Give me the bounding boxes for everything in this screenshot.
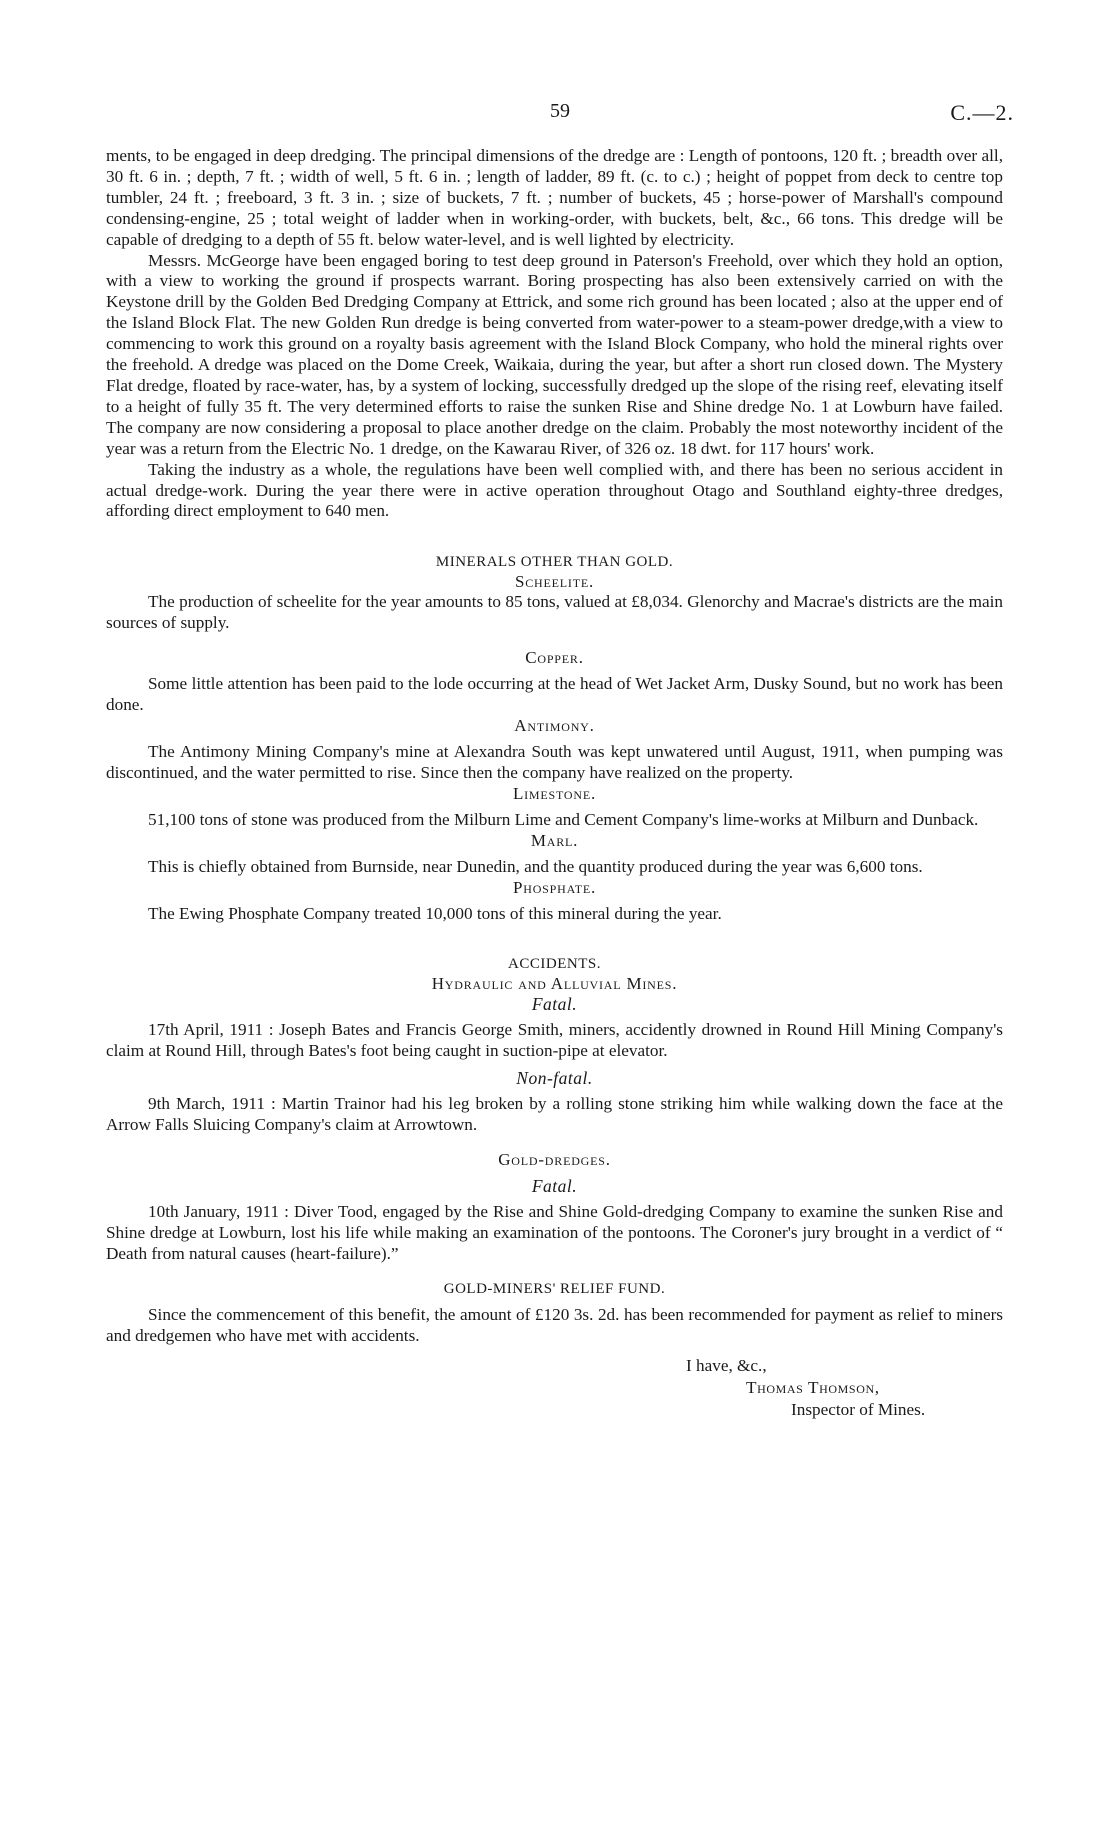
- paragraph-non-fatal-accident: 9th March, 1911 : Martin Trainor had his leg broken by a rolling stone striking him while walking down the face at the Arrow Falls Sluicing Company's claim at Arrowtown.: [106, 1094, 1003, 1135]
- signoff-greeting: I have, &c.,: [686, 1355, 767, 1375]
- subheading-antimony: Antimony.: [514, 715, 595, 735]
- paragraph-relief-fund: Since the commencement of this benefit, the amount of £120 3s. 2d. has been recommended for payment as relief to miners and dredgemen who have met with accidents.: [106, 1304, 1003, 1345]
- subheading-dredges-fatal: Fatal.: [531, 1176, 578, 1197]
- paragraph-industry-summary: Taking the industry as a whole, the regulations have been well complied with, and there has been no serious accident in actual dredge-work. During the year there were in active operation throughout Otago and Southland eighty-three dredges, affording direct employment to 640 men.: [106, 459, 1003, 521]
- paragraph-limestone: 51,100 tons of stone was produced from the Milburn Lime and Cement Company's lime-works at Milburn and Dunback.: [148, 809, 979, 829]
- paragraph-antimony: The Antimony Mining Company's mine at Alexandra South was kept unwatered until August, 1911, when pumping was discontinued, and the water permitted to rise. Since then the company have realized on the property.: [106, 741, 1003, 782]
- paragraph-prospecting: Messrs. McGeorge have been engaged boring to test deep ground in Paterson's Freehold, over which they hold an option, with a view to working the ground if prospects warrant. Boring prospecting has also been extensively carried on with the Keystone drill by the Golden Bed Dredging Company at Ettrick, and some rich ground has been located ; also at the upper end of the Island Block Flat. The new Golden Run dredge is being converted from water-power to a steam-power dredge,with a view to commencing to work this ground on a royalty basis agreement with the Island Block Company, who hold the mineral rights over the freehold. A dredge was placed on the Dome Creek, Waikaia, during the year, but after a short run closed down. The Mystery Flat dredge, floated by race-water, has, by a system of locking, successfully dredged up the slope of the rising reef, elevating itself to a height of fully 35 ft. The very determined efforts to raise the sunken Rise and Shine dredge No. 1 at Lowburn have failed. The company are now considering a proposal to place another dredge on the claim. Probably the most noteworthy incident of the year was a return from the Electric No. 1 dredge, on the Kawarau River, of 326 oz. 18 dwt. for 117 hours' work.: [106, 250, 1003, 458]
- signoff-block: [106, 1355, 1003, 1421]
- subheading-limestone: Limestone.: [512, 783, 597, 803]
- subheading-copper: Copper.: [525, 648, 584, 668]
- section-heading-minerals: MINERALS OTHER THAN GOLD.: [435, 554, 674, 571]
- document-reference: C.—2.: [950, 100, 1014, 125]
- subheading-marl: Marl.: [530, 830, 579, 850]
- subheading-hydraulic-alluvial: Hydraulic and Alluvial Mines.: [431, 974, 678, 994]
- subheading-gold-dredges: Gold-dredges.: [498, 1150, 611, 1170]
- subheading-non-fatal: Non-fatal.: [516, 1068, 593, 1089]
- subheading-phosphate: Phosphate.: [512, 877, 597, 897]
- paragraph-fatal-accident: 17th April, 1911 : Joseph Bates and Francis George Smith, miners, accidently drowned in Round Hill Mining Company's claim at Round Hill, through Bates's foot being caught in suction-pipe at elevator.: [106, 1020, 1003, 1061]
- subheading-scheelite: Scheelite.: [514, 572, 595, 592]
- paragraph-marl: This is chiefly obtained from Burnside, near Dunedin, and the quantity produced during the year was 6,600 tons.: [148, 856, 923, 876]
- body-text: [106, 146, 1003, 1421]
- paragraph-scheelite: The production of scheelite for the year amounts to 85 tons, valued at £8,034. Glenorchy and Macrae's districts are the main sources of supply.: [106, 592, 1003, 633]
- signoff-title: Inspector of Mines.: [791, 1399, 926, 1419]
- signoff-name: Thomas Thomson,: [746, 1377, 880, 1397]
- page-number: 59: [550, 100, 570, 122]
- paragraph-copper: Some little attention has been paid to the lode occurring at the head of Wet Jacket Arm, Dusky Sound, but no work has been done.: [106, 674, 1003, 715]
- paragraph-dredge-dimensions: ments, to be engaged in deep dredging. The principal dimensions of the dredge are : Length of pontoons, 120 ft. ; breadth over all, 30 ft. 6 in. ; depth, 7 ft. ; width of well, 5 ft. 6 in. ; length of ladder, 89 ft. (c. to c.) ; height of poppet from deck to centre top tumbler, 24 ft. ; freeboard, 3 ft. 3 in. ; size of buckets, 7 ft. ; number of buckets, 45 ; horse-power of Marshall's compound condensing-engine, 25 ; total weight of ladder when in working-order, with buckets, belt, &c., 66 tons. This dredge will be capable of dredging to a depth of 55 ft. below water-level, and is well lighted by electricity.: [106, 146, 1003, 249]
- section-heading-accidents: ACCIDENTS.: [508, 956, 601, 973]
- paragraph-dredge-fatal-accident: 10th January, 1911 : Diver Tood, engaged by the Rise and Shine Gold-dredging Company to examine the sunken Rise and Shine dredge at Lowburn, lost his life while making an examination of the pontoons. The Coroner's jury brought in a verdict of “ Death from natural causes (heart-failure).”: [106, 1202, 1003, 1263]
- section-heading-relief-fund: GOLD-MINERS' RELIEF FUND.: [443, 1280, 666, 1297]
- subheading-fatal: Fatal.: [531, 994, 578, 1015]
- paragraph-phosphate: The Ewing Phosphate Company treated 10,000 tons of this mineral during the year.: [148, 903, 722, 923]
